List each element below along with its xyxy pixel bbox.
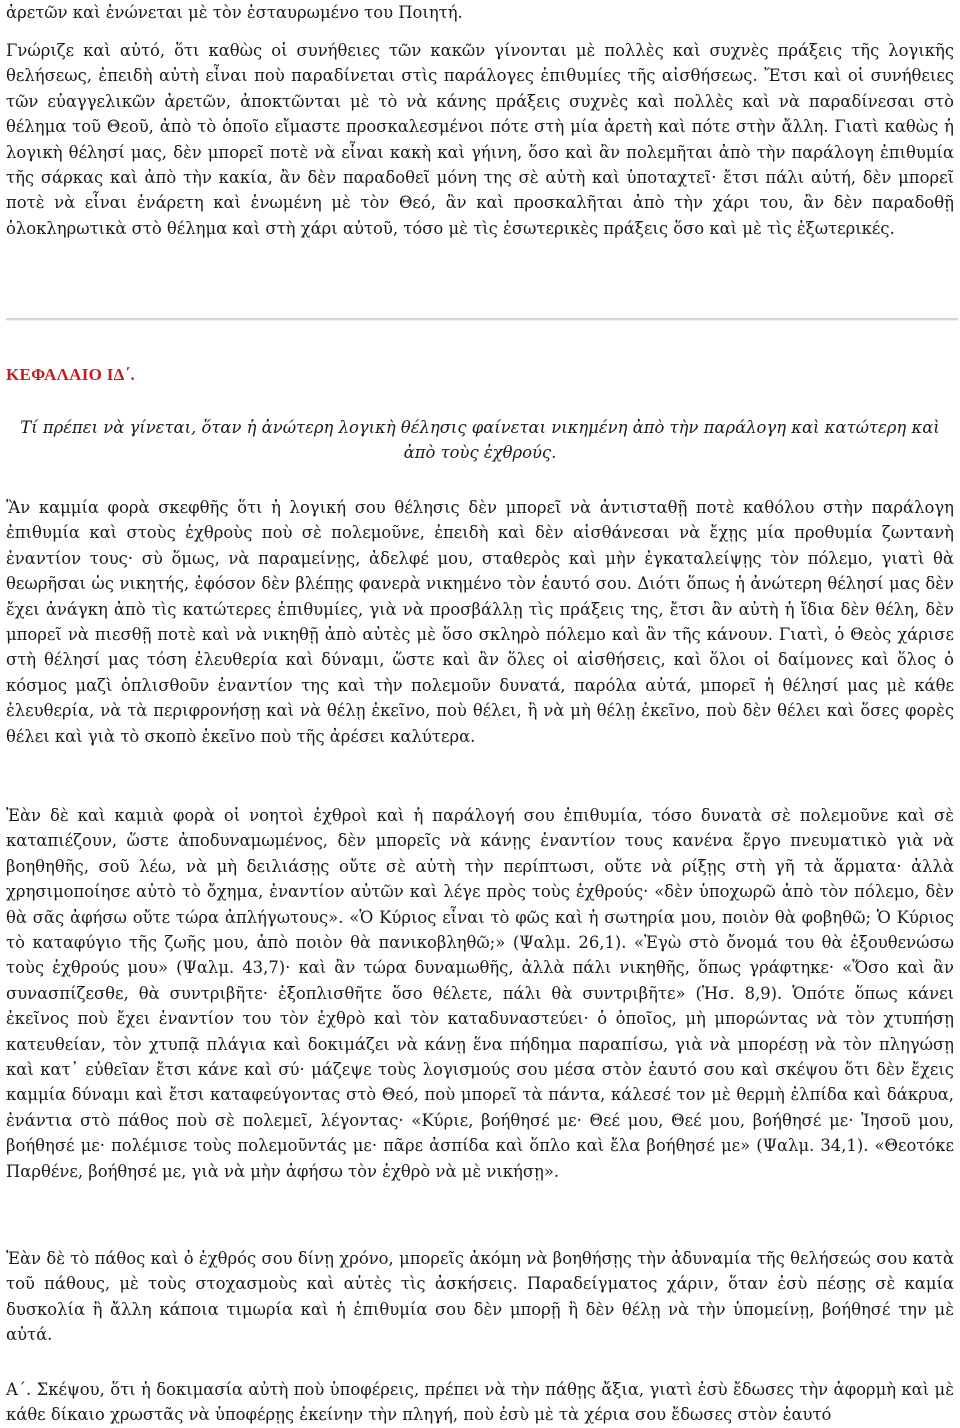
section-divider <box>6 318 958 320</box>
paragraph-point-a: Α΄. Σκέψου, ὅτι ἡ δοκιμασία αὐτὴ ποὺ ὑποφέρεις, πρέπει νὰ τὴν πάθῃς ἄξια, γιατὶ ἐσὺ ἔδωσες τὴν ἀφορμὴ καὶ μὲ κάθε δίκαιο χρωστᾶς νὰ ὑποφέρῃς ἐκείνην τὴν πληγή, ποὺ ἐσὺ μὲ τὰ χέρια σου ἔδωσες στὸν ἑαυτό <box>6 1380 954 1425</box>
chapter-heading: ΚΕΦΑΛΑΙΟ ΙΔ΄. <box>6 365 136 384</box>
paragraph-habits-of-virtue: Γνώριζε καὶ αὐτό, ὅτι καθὼς οἱ συνήθειες τῶν κακῶν γίνονται μὲ πολλὲς καὶ συχνὲς πράξεις τῆς λογικῆς θελήσεως, ἐπειδὴ αὐτὴ εἶναι ποὺ παραδίνεται στὶς παράλογες ἐπιθυμίες τῆς αἰσθήσεως. Ἔτσι καὶ οἱ συνήθειες τῶν εὐαγγελικῶν ἀρετῶν, ἀποκτῶνται μὲ τὸ νὰ κάνης πράξεις συχνὲς καὶ πολλὲς καὶ νὰ παραδίνεσαι στὸ θέλημα τοῦ Θεοῦ, ἀπὸ τὸ ὁποῖο εἴμαστε προσκαλεσμένοι πότε στὴ μία ἀρετὴ καὶ πότε στὴν ἄλλη. Γιατὶ καθὼς ἡ λογικὴ θέλησί μας, δὲν μπορεῖ ποτὲ νὰ εἶναι κακὴ καὶ γήινη, ὅσο καὶ ἂν πολεμῆται ἀπὸ τὴν παράλογη ἐπιθυμία τῆς σάρκας καὶ ἀπὸ τὴν κακία, ἂν δὲν παραδοθεῖ μόνη της σὲ αὐτὴ καὶ ὑποταχτεῖ· ἔτσι πάλι αὐτή, δὲν μπορεῖ ποτὲ νὰ εἶναι ἐνάρετη καὶ ἑνωμένη μὲ τὸν Θεό, ἂν καὶ προσκαλῆται ἀπὸ τὴν χάρι του, ἂν δὲν παραδοθῇ ὁλοκληρωτικὰ στὸ θέλημα καὶ στὴ χάρι αὐτοῦ, τόσο μὲ τὶς ἐσωτερικὲς πράξεις ὅσο καὶ μὲ τὶς ἐξωτερικές. <box>6 41 954 238</box>
paragraph-will-resists: Ἂν καμμία φορὰ σκεφθῆς ὅτι ἡ λογική σου θέλησις δὲν μπορεῖ νὰ ἀντισταθῇ ποτὲ καθόλου στὴν παράλογη ἐπιθυμία καὶ στοὺς ἐχθροὺς ποὺ σὲ πολεμοῦνε, ἐπειδὴ καὶ δὲν αἰσθάνεσαι νὰ ἔχῃς μία προθυμία ζωντανὴ ἐναντίον τους· σὺ ὅμως, νὰ παραμείνῃς, ἀδελφέ μου, σταθερὸς καὶ μὴν ἐγκαταλείψῃς τὸν πόλεμο, γιατὶ θὰ θεωρῆσαι ὡς νικητής, ἐφόσον δὲν βλέπῃς φανερὰ νικημένο τὸν ἑαυτό σου. Διότι ὅπως ἡ ἀνώτερη θέλησί μας δὲν ἔχει ἀνάγκη ἀπὸ τὶς κατώτερες ἐπιθυμίες, γιὰ νὰ προσβάλλῃ τὶς πράξεις της, ἔτσι ἂν αὐτὴ ἡ ἴδια δὲν θέλη, δὲν μπορεῖ νὰ πιεσθῇ ποτὲ καὶ νὰ νικηθῇ ἀπὸ αὐτὲς μὲ ὅσο σκληρὸ πόλεμο καὶ ἂν τῆς κάνουν. Γιατὶ, ὁ Θεὸς χάρισε στὴ θέλησί μας τόση ἐλευθερία καὶ δύναμι, ὥστε καὶ ἂν ὅλες οἱ αἰσθήσεις, καὶ ὅλοι οἱ δαίμονες καὶ ὅλος ὁ κόσμος μαζὶ ὁπλισθοῦν ἐναντίον της καὶ τὴν πολεμοῦν δυνατά, παρόλα αὐτά, μπορεῖ ἡ θέλησί μας μὲ κάθε ἐλευθερία, νὰ τὰ περιφρονήσῃ καὶ νὰ θέλῃ ἐκεῖνο, ποὺ θέλει, ἢ νὰ μὴ θέλῃ ἐκεῖνο, ποὺ δὲν θέλει καὶ ὅσες φορὲς θέλει καὶ γιὰ τὸ σκοπὸ ἐκεῖνο ποὺ τῆς ἀρέσει καλύτερα. <box>6 498 954 746</box>
paragraph-help-the-will: Ἐὰν δὲ τὸ πάθος καὶ ὁ ἐχθρός σου δίνῃ χρόνο, μπορεῖς ἀκόμη νὰ βοηθήσῃς τὴν ἀδυναμία τῆς θελήσεώς σου κατὰ τοῦ πάθους, μὲ τοὺς στοχασμοὺς καὶ αὐτὲς τὶς ἀσκήσεις. Παραδείγματος χάριν, ὅταν ἐσὺ πέσῃς σὲ καμία δυσκολία ἢ ἄλλη κάποια τιμωρία καὶ ἡ ἐπιθυμία σου δὲν μπορῇ ἢ δὲν θέλῃ νὰ τὴν ὑπομείνῃ, βοήθησέ την μὲ αὐτά. <box>6 1249 954 1345</box>
paragraph-call-on-god: Ἐὰν δὲ καὶ καμιὰ φορὰ οἱ νοητοὶ ἐχθροὶ καὶ ἡ παράλογή σου ἐπιθυμία, τόσο δυνατὰ σὲ πολεμοῦνε καὶ σὲ καταπιέζουν, ὥστε ἀποδυναμωμένος, δὲν μπορεῖς νὰ κάνῃς ἐναντίον τους κανένα ἔργο πνευματικὸ γιὰ νὰ βοηθηθῆς, σοῦ λέω, νὰ μὴ δειλιάσῃς οὔτε σὲ αὐτὴ τὴν περίπτωσι, οὔτε νὰ ρίξῃς στὴ γῆ τὰ ἅρματα· ἀλλὰ χρησιμοποίησε αὐτὸ τὸ ὄχημα, ἐναντίον αὐτῶν καὶ λέγε πρὸς τοὺς ἐχθρούς· «δὲν ὑποχωρῶ ἀπὸ τὸν πόλεμο, δὲν θὰ σᾶς ἀφήσω οὔτε τώρα ἀπλήγωτους». «Ὁ Κύριος εἶναι τὸ φῶς καὶ ἡ σωτηρία μου, ποιὸν θὰ φοβηθῶ; Ὁ Κύριος τὸ καταφύγιο τῆς ζωῆς μου, ἀπὸ ποιὸν θὰ πανικοβληθῶ;» (Ψαλμ. 26,1). «Ἐγὼ στὸ ὄνομά του θὰ ἐξουθενώσω τοὺς ἐχθρούς μου» (Ψαλμ. 43,7)· καὶ ἂν τώρα δυναμωθῆς, ἀλλὰ πάλι νικηθῆς, ὅπως γράφτηκε· «Ὅσο καὶ ἂν συνασπίζεσθε, θὰ συντριβῆτε· ἐξοπλισθῆτε ὅσο θέλετε, πάλι θὰ συντριβῆτε» (Ἡσ. 8,9). Ὁπότε ὅπως κάνει ἐκεῖνος ποὺ ἔχει ἐναντίον του τὸν ἐχθρὸ καὶ τὸν καταδυναστεύει· ὁ ὁποῖος, μὴ μπορώντας νὰ τὸν χτυπήσῃ κατευθείαν, τὸν χτυπᾷ πλάγια καὶ δοκιμάζει νὰ κάνῃ ἕνα πήδημα παραπίσω, γιὰ νὰ μπορέσῃ νὰ τὸν πληγώσῃ καὶ κατ᾽ εὐθεῖαν ἔτσι κάνε καὶ σύ· μάζεψε τοὺς λογισμούς σου μέσα στὸν ἑαυτό σου καὶ σκέψου ὅτι δὲν ἔχεις καμμία δύναμι καὶ ἔτσι καταφεύγοντας στὸ Θεό, ποὺ μπορεῖ τὰ πάντα, κάλεσέ τον μὲ θερμὴ ἐλπίδα καὶ δάκρυα, ἐνάντια στὸ πάθος ποὺ σὲ πολεμεῖ, λέγοντας· «Κύριε, βοήθησέ με· Θεέ μου, Θεέ μου, βοήθησέ με· Ἰησοῦ μου, βοήθησέ με· πολέμισε τοὺς πολεμοῦντάς με· πᾶρε ἀσπίδα καὶ ὅπλο καὶ ἔλα βοήθησέ με» (Ψαλμ. 34,1). «Θεοτόκε Παρθένε, βοήθησέ με, γιὰ νὰ μὴν ἀφήσω τὸν ἐχθρὸ νὰ μὲ νικήσῃ». <box>6 806 954 1181</box>
chapter-subtitle: Τί πρέπει νὰ γίνεται, ὅταν ἡ ἀνώτερη λογικὴ θέλησις φαίνεται νικημένη ἀπὸ τὴν παράλογη καὶ κατώτερη καὶ ἀπὸ τοὺς ἐχθρούς. <box>20 418 940 463</box>
paragraph-continuation: ἀρετῶν καὶ ἑνώνεται μὲ τὸν ἐσταυρωμένο του Ποιητή. <box>6 3 463 22</box>
